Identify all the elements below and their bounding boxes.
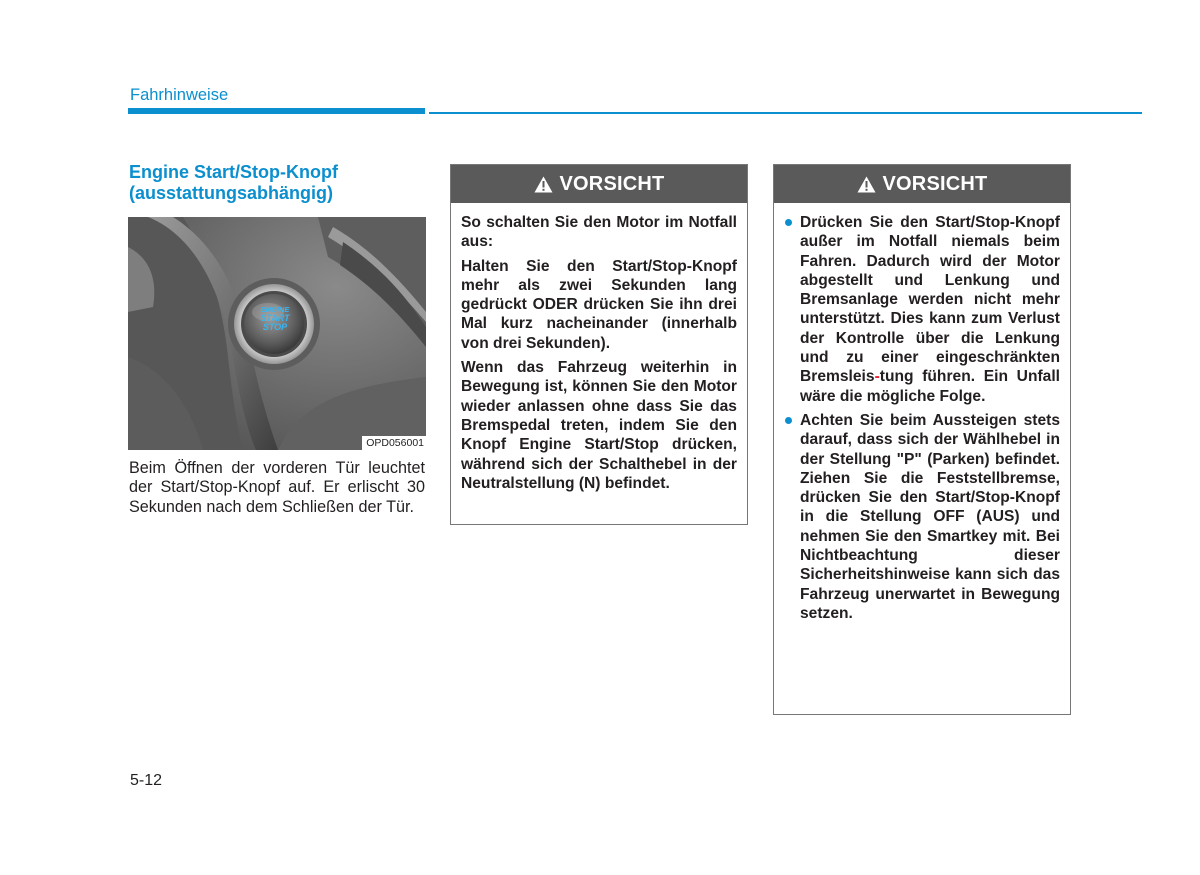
caution-paragraph: Wenn das Fahrzeug weiterhin in Bewegung ist, können Sie den Motor wieder anlassen ohne dass Sie das Bremspedal treten, indem Sie den Knopf Engine Start/Stop drücken, während sich der Schalthebel in der Neutralstellung (N) befindet.: [461, 359, 737, 492]
list-item: [784, 411, 1060, 623]
engine-start-stop-photo: [128, 217, 426, 450]
button-label-start: START: [260, 313, 290, 323]
header-section-label: Fahrhinweise: [130, 86, 229, 104]
warning-triangle-icon: [534, 176, 553, 193]
caution-header: [451, 165, 747, 203]
caution-box-1: [450, 164, 748, 525]
button-label-engine: ENGINE: [260, 305, 290, 314]
button-label-stop: STOP: [262, 322, 288, 332]
button-label: [255, 305, 295, 332]
caution-title: VORSICHT: [559, 172, 665, 195]
caution-body: [774, 203, 1070, 623]
photo-code-label: OPD056001: [362, 436, 426, 450]
header-rule-thin: [429, 112, 1142, 114]
caution-paragraph: So schalten Sie den Motor im Notfall aus:: [461, 214, 737, 251]
caution-box-2: [773, 164, 1071, 715]
dashboard-illustration: [128, 217, 426, 450]
warning-triangle-icon: [857, 176, 876, 193]
section-title-line2: (ausstattungsabhängig): [129, 183, 334, 203]
list-item: [784, 213, 1060, 406]
list-item-text: Achten Sie beim Aussteigen stets darauf, dass sich der Wählhebel in der Stellung "P" (Parken) befindet. Ziehen Sie die Feststellbremse, drücken Sie den Start/Stop-Knopf in die Stellung OFF (AUS) und nehmen Sie den Smartkey mit. Bei Nichtbeachtung dieser Sicherheitshinweise kann sich das Fahrzeug unerwartet in Bewegung setzen.: [800, 411, 1060, 622]
list-item-text: Drücken Sie den Start/Stop-Knopf außer im Notfall niemals beim Fahren. Dadurch wird der Motor abgestellt und Lenkung und Bremsanlage werden nicht mehr unterstützt. Dies kann zum Verlust der Kontrolle über die Lenkung und zu einer eingeschränkten Bremsleis: [800, 214, 1060, 386]
body-paragraph: Beim Öffnen der vorderen Tür leuchtet der Start/Stop-Knopf auf. Er erlischt 30 Sekunden nach dem Schließen der Tür.: [129, 459, 425, 516]
caution-header: [774, 165, 1070, 203]
caution-title: VORSICHT: [882, 172, 988, 195]
caution-paragraph: Halten Sie den Start/Stop-Knopf mehr als zwei Sekunden lang gedrückt ODER drücken Sie ihn drei Mal kurz nacheinander (innerhalb von drei Sekunden).: [461, 257, 737, 352]
header-rule-thick: [128, 108, 425, 114]
bullet-dot-icon: [785, 219, 792, 226]
hyphen-mark: -: [874, 368, 880, 386]
bullet-dot-icon: [785, 417, 792, 424]
list-item-text: tung führen. Ein Unfall wäre die mögliche Folge.: [800, 368, 1060, 405]
caution-body: [451, 203, 747, 493]
page-number: 5-12: [130, 772, 163, 789]
section-title: [129, 162, 429, 204]
section-title-line1: Engine Start/Stop-Knopf: [129, 162, 338, 182]
caution-list: [784, 213, 1060, 623]
